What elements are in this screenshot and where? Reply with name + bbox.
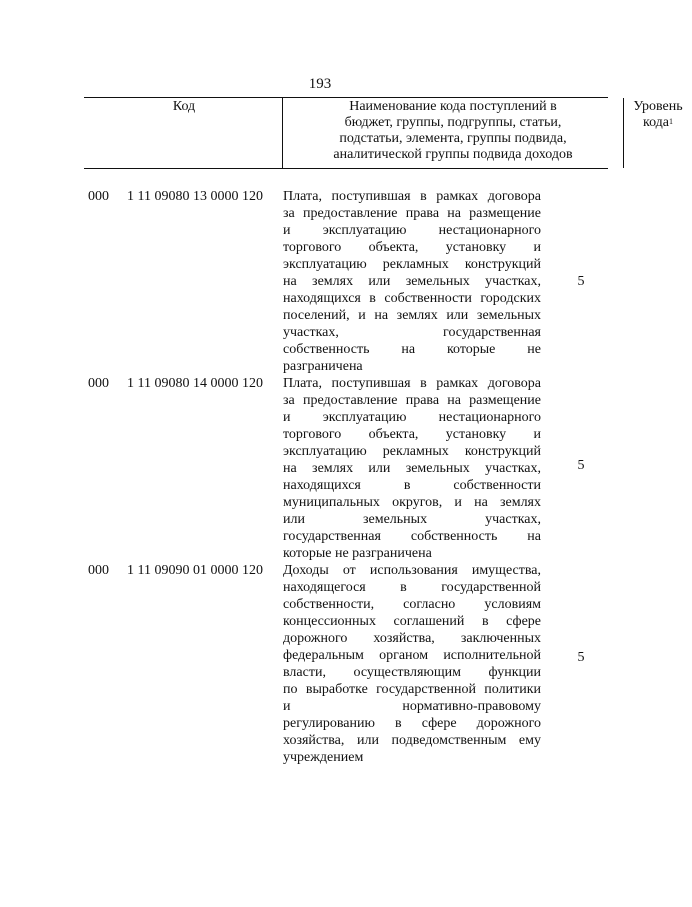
row-level: 5 (577, 650, 585, 665)
desc-line: учреждением (283, 750, 364, 765)
page-number: 193 (308, 76, 332, 92)
desc-line: государственная собственность на (283, 529, 541, 544)
desc-line: концессионных соглашений в сфере (283, 614, 541, 629)
header-name-line: бюджет, группы, подгруппы, статьи, (344, 115, 562, 130)
header-level-line: Уровень (633, 99, 683, 114)
desc-line: муниципальных округов, и на землях (283, 495, 541, 510)
row-code: 1 11 09090 01 0000 120 (127, 563, 263, 578)
desc-line: власти, осуществляющим функции (283, 665, 541, 680)
row-code: 1 11 09080 14 0000 120 (127, 376, 263, 391)
desc-line: разграничена (283, 359, 363, 374)
desc-line: собственности, согласно условиям (283, 597, 541, 612)
table-header (84, 97, 683, 169)
desc-line: дорожного хозяйства, заключенных (283, 631, 541, 646)
desc-line: торгового объекта, установку и (283, 427, 541, 442)
header-level-line (624, 115, 692, 131)
desc-line: Плата, поступившая в рамках договора (283, 189, 541, 204)
table-row (0, 375, 640, 562)
header-name-line: подстатьи, элемента, группы подвида, (339, 131, 567, 146)
header-name-line: Наименование кода поступлений в (349, 99, 557, 114)
desc-line: на землях или земельных участках, (283, 274, 541, 289)
desc-line: по выработке государственной политики (283, 682, 541, 697)
desc-line: и эксплуатацию нестационарного (283, 410, 541, 425)
row-prefix: 000 (88, 563, 109, 578)
desc-line: и эксплуатацию нестационарного (283, 223, 541, 238)
desc-line: за предоставление права на размещение (283, 393, 541, 408)
desc-line: находящихся в собственности городских (283, 291, 541, 306)
row-prefix: 000 (88, 376, 109, 391)
row-description (283, 188, 541, 375)
header-name (282, 98, 624, 168)
row-prefix: 000 (88, 189, 109, 204)
desc-line: регулированию в сфере дорожного (283, 716, 541, 731)
row-description (283, 562, 541, 766)
desc-line: на землях или земельных участках, (283, 461, 541, 476)
desc-line: Плата, поступившая в рамках договора (283, 376, 541, 391)
desc-line: и нормативно-правовому (283, 699, 541, 714)
desc-line: участках, государственная (283, 325, 541, 340)
row-description (283, 375, 541, 562)
row-level: 5 (577, 274, 585, 289)
desc-line: находящегося в государственной (283, 580, 541, 595)
desc-line: которые не разграничена (283, 546, 432, 561)
header-level (624, 98, 692, 168)
desc-line: собственность на которые не (283, 342, 541, 357)
header-name-line: аналитической группы подвида доходов (333, 147, 573, 162)
desc-line: Доходы от использования имущества, (283, 563, 541, 578)
desc-line: эксплуатацию рекламных конструкций (283, 444, 541, 459)
footnote-marker: 1 (669, 117, 674, 126)
desc-line: федеральным органом исполнительной (283, 648, 541, 663)
desc-line: эксплуатацию рекламных конструкций (283, 257, 541, 272)
desc-line: торгового объекта, установку и (283, 240, 541, 255)
table-row (0, 562, 640, 766)
desc-line: находящихся в собственности (283, 478, 541, 493)
desc-line: за предоставление права на размещение (283, 206, 541, 221)
desc-line: поселений, и на землях или земельных (283, 308, 541, 323)
header-level-sub: кода (642, 115, 670, 130)
desc-line: хозяйства, или подведомственным ему (283, 733, 541, 748)
desc-line: или земельных участках, (283, 512, 541, 527)
row-level: 5 (577, 458, 585, 473)
row-code: 1 11 09080 13 0000 120 (127, 189, 263, 204)
table-row (0, 188, 640, 375)
header-code: Код (172, 99, 196, 114)
